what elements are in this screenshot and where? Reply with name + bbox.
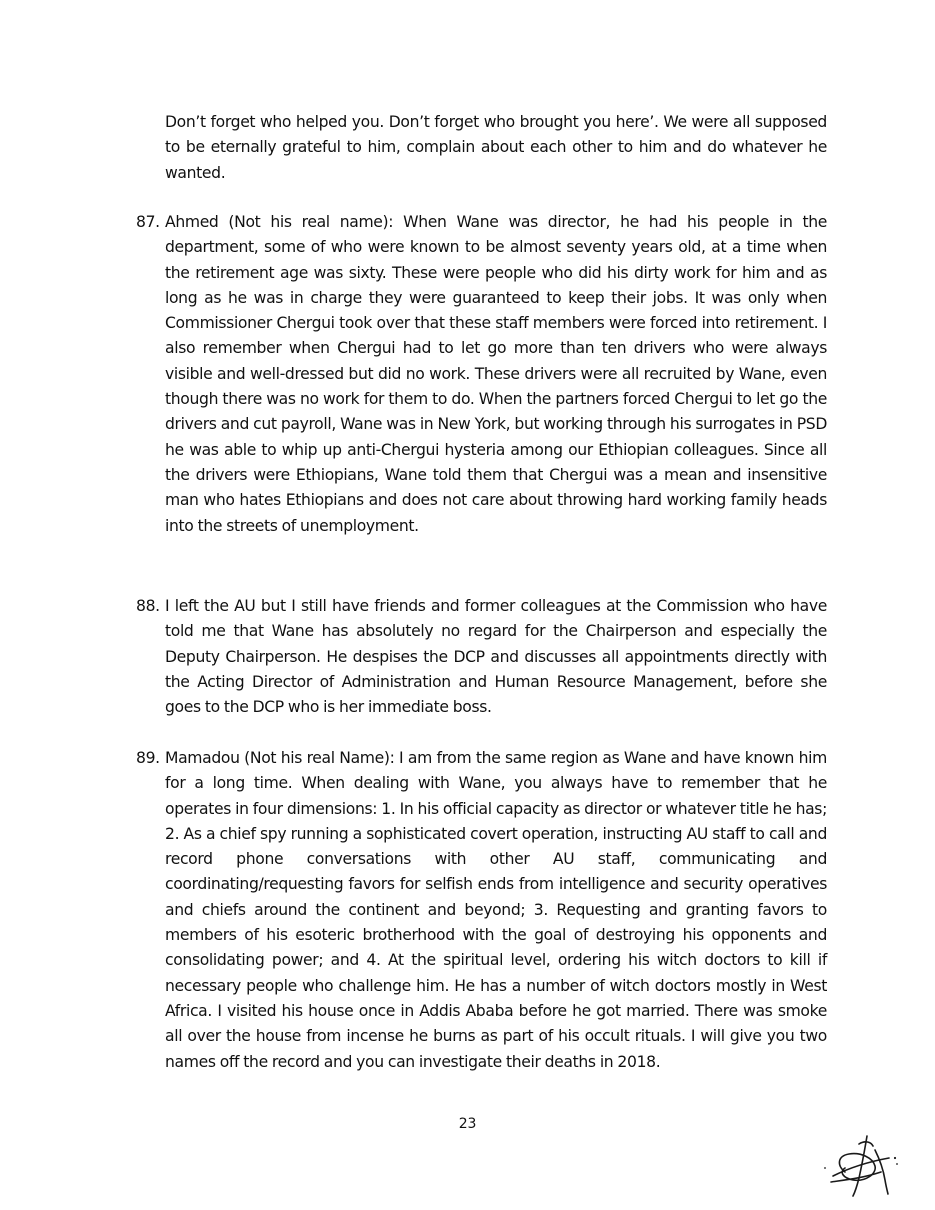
signature-dot-3 [824, 1167, 826, 1169]
paragraph-87: Ahmed (Not his real name): When Wane was director, he had his people in the department, some of who were known to be almost seventy years old, at a time when the retirement age was sixty. These were people who did his dirty work for him and as long as he was in charge they were guaranteed to keep their jobs. It was only when Commissioner Chergui took over that these staff members were forced into retirement. I also remember when Chergui had to let go more than ten drivers who were always visible and well-dressed but did no work. These drivers were all recruited by Wane, even though there was no work for them to do. When the partners forced Chergui to let go the drivers and cut payroll, Wane was in New York, but working through his surrogates in PSD he was able to whip up anti-Chergui hysteria among our Ethiopian colleagues. Since all the drivers were Ethiopians, Wane told them that Chergui was a mean and insensitive man who hates Ethiopians and does not care about throwing hard working family heads into the streets of unemployment. [165, 213, 827, 535]
signature-drawing [815, 1128, 915, 1198]
paragraph-number-89: 89. [136, 749, 160, 767]
handwritten-signature-icon [815, 1128, 915, 1198]
signature-dot-2 [896, 1163, 898, 1165]
paragraph-continued: Don’t forget who helped you. Don’t forget who brought you here’. We were all supposed to be eternally grateful to him, complain about each other to him and do whatever he wanted. [165, 113, 827, 182]
page-number: 23 [458, 1116, 477, 1132]
signature-loop [839, 1154, 875, 1181]
paragraph-88: I left the AU but I still have friends and former colleagues at the Commission who have told me that Wane has absolutely no regard for the Chairperson and especially the Deputy Chairperson. He despises the DCP and discusses all appointments directly with the Acting Director of Administration and Human Resource Management, before she goes to the DCP who is her immediate boss. [165, 597, 827, 717]
signature-dot [894, 1157, 896, 1159]
paragraph-number-88: 88. [136, 597, 160, 615]
paragraph-89: Mamadou (Not his real Name): I am from the same region as Wane and have known him for a long time. When dealing with Wane, you always have to remember that he operates in four dimensions: 1. In his official capacity as director or whatever title he has; 2. As a chief spy running a sophisticated covert operation, instructing AU staff to call and record phone conversations with other AU staff, communicating and coordinating/requesting favors for selfish ends from intelligence and security operatives and chiefs around the continent and beyond; 3. Requesting and granting favors to members of his esoteric brotherhood with the goal of destroying his opponents and consolidating power; and 4. At the spiritual level, ordering his witch doctors to kill if necessary people who challenge him. He has a number of witch doctors mostly in West Africa. I visited his house once in Addis Ababa before he got married. There was smoke all over the house from incense he burns as part of his occult rituals. I will give you two names off the record and you can investigate their deaths in 2018. [165, 749, 827, 1071]
paragraph-number-87: 87. [136, 213, 160, 231]
